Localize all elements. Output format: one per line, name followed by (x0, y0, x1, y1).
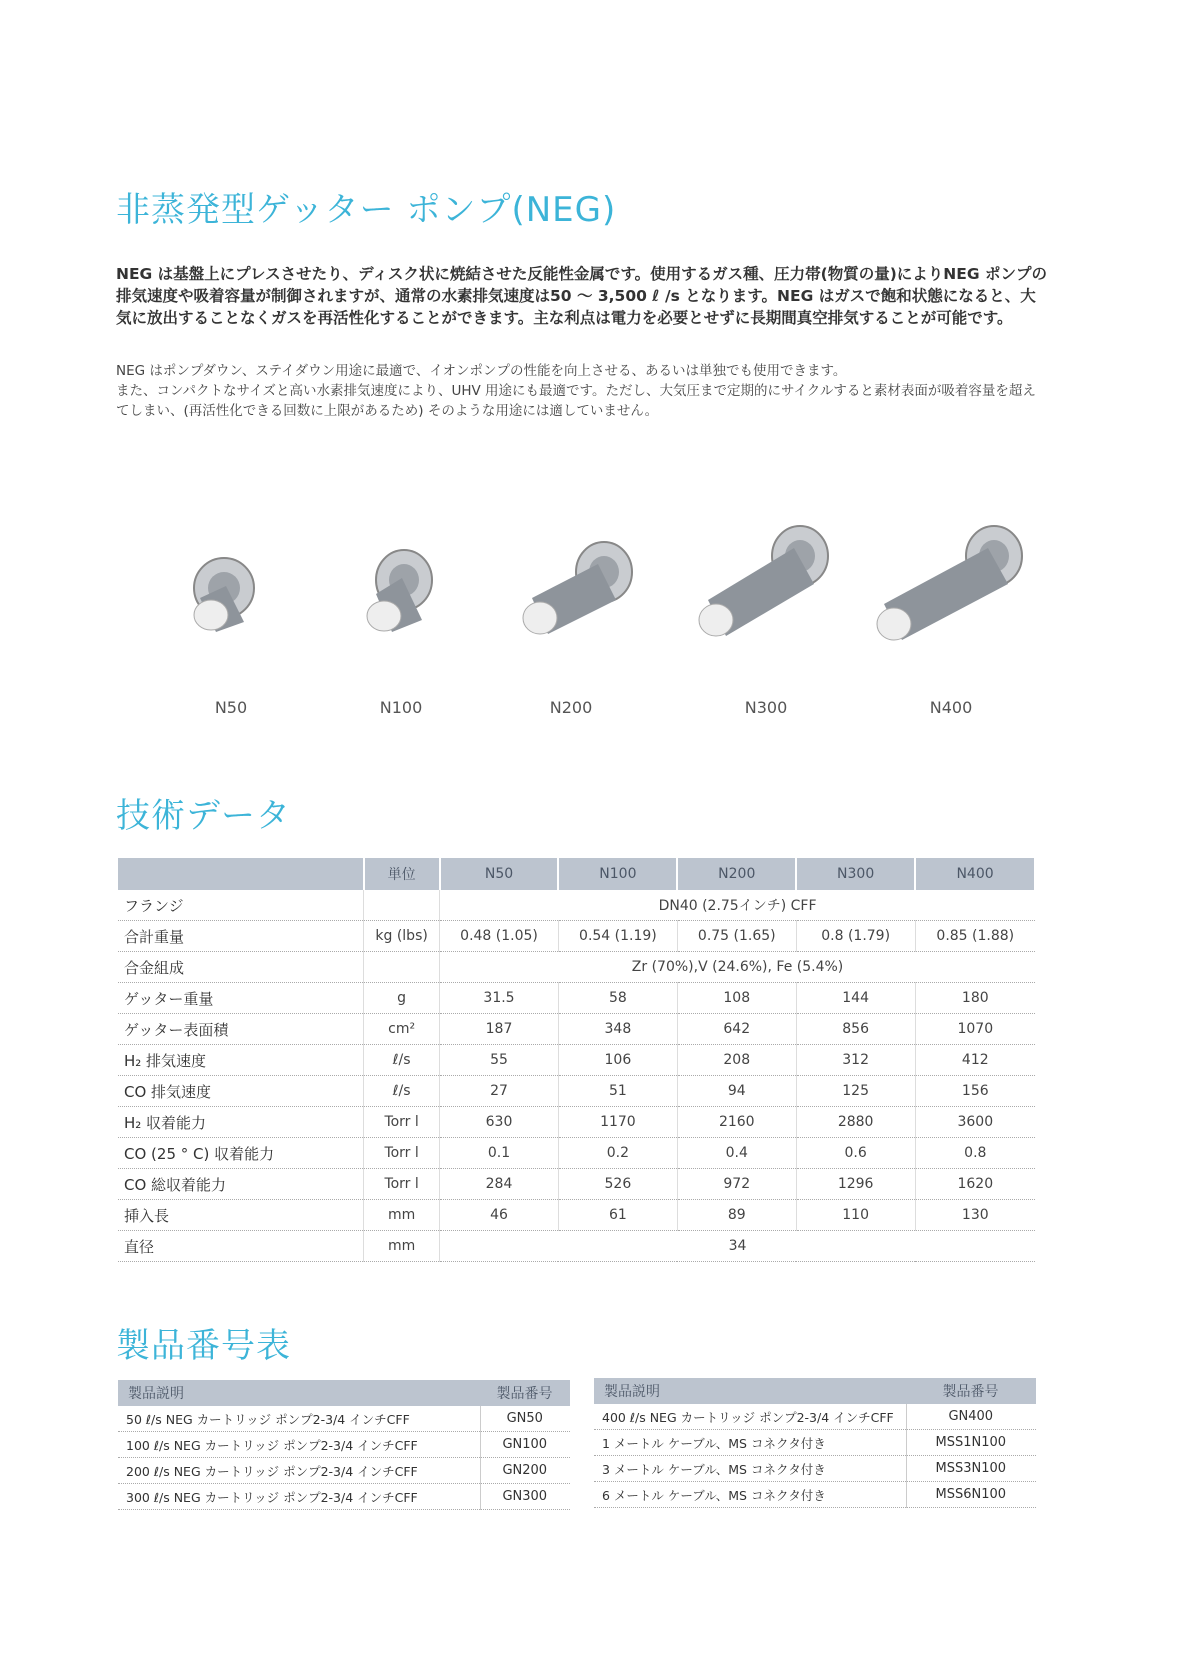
body-text (116, 361, 1048, 421)
header-cell: N400 (915, 858, 1035, 890)
value-cell: 180 (915, 983, 1035, 1014)
product-images (116, 520, 1066, 720)
table-row (594, 1404, 1036, 1430)
table-row (594, 1482, 1036, 1508)
pn-header-row (118, 1380, 570, 1406)
table-row (118, 1169, 1035, 1200)
table-row (118, 1014, 1035, 1045)
neg-pump-image (856, 520, 1046, 680)
value-cell: 61 (558, 1200, 677, 1231)
desc-cell: 6 メートル ケーブル、MS コネクタ付き (594, 1482, 906, 1508)
table-row (118, 952, 1035, 983)
tech-data-table (118, 858, 1036, 1262)
desc-cell: 100 ℓ/s NEG カートリッジ ポンプ2-3/4 インチCFF (118, 1432, 480, 1458)
num-cell: GN50 (480, 1406, 570, 1432)
header-cell: 製品説明 (118, 1380, 480, 1406)
value-cell: 187 (440, 1014, 559, 1045)
tech-data-heading: 技術データ (116, 796, 291, 836)
header-cell: 単位 (364, 858, 440, 890)
header-cell (118, 858, 364, 890)
value-cell: 3600 (915, 1107, 1035, 1138)
header-cell: N100 (558, 858, 677, 890)
value-cell: 94 (677, 1076, 796, 1107)
value-cell: 58 (558, 983, 677, 1014)
table-row (118, 890, 1035, 921)
product-label: N200 (549, 698, 593, 717)
value-cell: 89 (677, 1200, 796, 1231)
value-cell: 312 (796, 1045, 915, 1076)
row-unit: mm (364, 1231, 440, 1262)
value-cell: 526 (558, 1169, 677, 1200)
table-row (118, 1231, 1035, 1262)
value-cell: 0.8 (1.79) (796, 921, 915, 952)
part-number-table-right (594, 1378, 1036, 1508)
neg-pump-image (676, 520, 856, 680)
value-cell: 31.5 (440, 983, 559, 1014)
value-cell: 0.75 (1.65) (677, 921, 796, 952)
header-cell: 製品番号 (480, 1380, 570, 1406)
row-unit: kg (lbs) (364, 921, 440, 952)
product-label: N400 (929, 698, 973, 717)
row-name: CO (25 ° C) 収着能力 (118, 1138, 364, 1169)
value-cell: 208 (677, 1045, 796, 1076)
value-cell: 125 (796, 1076, 915, 1107)
part-number-table-left (118, 1380, 570, 1510)
value-cell: 130 (915, 1200, 1035, 1231)
row-name: H₂ 収着能力 (118, 1107, 364, 1138)
desc-cell: 200 ℓ/s NEG カートリッジ ポンプ2-3/4 インチCFF (118, 1458, 480, 1484)
value-cell: 972 (677, 1169, 796, 1200)
value-cell: 55 (440, 1045, 559, 1076)
row-name: フランジ (118, 890, 364, 921)
value-cell: 27 (440, 1076, 559, 1107)
row-unit (364, 952, 440, 983)
row-unit: ℓ/s (364, 1076, 440, 1107)
value-cell: 0.1 (440, 1138, 559, 1169)
value-cell: 1296 (796, 1169, 915, 1200)
value-cell: 412 (915, 1045, 1035, 1076)
value-cell: 0.8 (915, 1138, 1035, 1169)
num-cell: GN100 (480, 1432, 570, 1458)
header-cell: N300 (796, 858, 915, 890)
value-cell: 348 (558, 1014, 677, 1045)
body-paragraph-1: NEG はポンプダウン、ステイダウン用途に最適で、イオンポンプの性能を向上させる、あるいは単独でも使用できます。 (116, 363, 847, 379)
table-row (594, 1430, 1036, 1456)
desc-cell: 50 ℓ/s NEG カートリッジ ポンプ2-3/4 インチCFF (118, 1406, 480, 1432)
desc-cell: 400 ℓ/s NEG カートリッジ ポンプ2-3/4 インチCFF (594, 1404, 906, 1430)
value-cell: 1170 (558, 1107, 677, 1138)
row-name: H₂ 排気速度 (118, 1045, 364, 1076)
table-row (118, 983, 1035, 1014)
table-row (118, 1076, 1035, 1107)
desc-cell: 300 ℓ/s NEG カートリッジ ポンプ2-3/4 インチCFF (118, 1484, 480, 1510)
row-span-value: 34 (440, 1231, 1035, 1262)
value-cell: 856 (796, 1014, 915, 1045)
value-cell: 156 (915, 1076, 1035, 1107)
value-cell: 284 (440, 1169, 559, 1200)
num-cell: GN400 (906, 1404, 1036, 1430)
num-cell: MSS3N100 (906, 1456, 1036, 1482)
value-cell: 106 (558, 1045, 677, 1076)
intro-paragraph: NEG は基盤上にプレスさせたり、ディスク状に焼結させた反能性金属です。使用するガス種、圧力帯(物質の量)によりNEG ポンプの排気速度や吸着容量が制御されますが、通常の水素排気速度は50 ～ 3,500 ℓ /s となります。NEG はガスで飽和状態になると、大気に放出することなくガスを再活性化することができます。主な利点は電力を必要とせずに長期間真空排気することが可能です。 (116, 265, 1047, 327)
value-cell: 144 (796, 983, 915, 1014)
row-unit: Torr l (364, 1138, 440, 1169)
row-unit: Torr l (364, 1169, 440, 1200)
tech-header-row (118, 858, 1035, 890)
value-cell: 2160 (677, 1107, 796, 1138)
row-span-value: DN40 (2.75インチ) CFF (440, 890, 1035, 921)
num-cell: MSS1N100 (906, 1430, 1036, 1456)
value-cell: 0.4 (677, 1138, 796, 1169)
product-label: N50 (214, 698, 248, 717)
neg-pump-image (156, 520, 306, 680)
table-row (118, 1458, 570, 1484)
table-row (118, 1138, 1035, 1169)
table-row (118, 1406, 570, 1432)
num-cell: GN200 (480, 1458, 570, 1484)
product-n50 (156, 520, 306, 717)
header-cell: 製品番号 (906, 1378, 1036, 1404)
neg-pump-image (326, 520, 476, 680)
table-row (118, 1200, 1035, 1231)
desc-cell: 1 メートル ケーブル、MS コネクタ付き (594, 1430, 906, 1456)
table-row (118, 1432, 570, 1458)
row-name: 合計重量 (118, 921, 364, 952)
row-name: ゲッター重量 (118, 983, 364, 1014)
product-n300 (676, 520, 856, 717)
value-cell: 110 (796, 1200, 915, 1231)
row-name: 挿入長 (118, 1200, 364, 1231)
value-cell: 46 (440, 1200, 559, 1231)
value-cell: 0.48 (1.05) (440, 921, 559, 952)
product-label: N300 (744, 698, 788, 717)
row-name: CO 排気速度 (118, 1076, 364, 1107)
row-name: ゲッター表面積 (118, 1014, 364, 1045)
row-unit: cm² (364, 1014, 440, 1045)
value-cell: 51 (558, 1076, 677, 1107)
table-row (118, 1045, 1035, 1076)
row-name: 合金組成 (118, 952, 364, 983)
product-n100 (326, 520, 476, 717)
header-cell: 製品説明 (594, 1378, 906, 1404)
value-cell: 642 (677, 1014, 796, 1045)
header-cell: N200 (677, 858, 796, 890)
row-span-value: Zr (70%),V (24.6%), Fe (5.4%) (440, 952, 1035, 983)
num-cell: GN300 (480, 1484, 570, 1510)
num-cell: MSS6N100 (906, 1482, 1036, 1508)
page-title: 非蒸発型ゲッター ポンプ(NEG) (116, 190, 617, 230)
body-paragraph-2: また、コンパクトなサイズと高い水素排気速度により、UHV 用途にも最適です。ただし、大気圧まで定期的にサイクルすると素材表面が吸着容量を超えてしまい、(再活性化できる回数に上限があるため) そのような用途には適していません。 (116, 383, 1036, 419)
table-row (118, 1107, 1035, 1138)
table-row (118, 1484, 570, 1510)
neg-pump-image (496, 520, 666, 680)
value-cell: 108 (677, 983, 796, 1014)
header-cell: N50 (440, 858, 559, 890)
row-unit: ℓ/s (364, 1045, 440, 1076)
product-n200 (496, 520, 646, 717)
row-name: 直径 (118, 1231, 364, 1262)
value-cell: 1070 (915, 1014, 1035, 1045)
row-unit: Torr l (364, 1107, 440, 1138)
product-n400 (856, 520, 1046, 717)
pn-header-row (594, 1378, 1036, 1404)
value-cell: 0.2 (558, 1138, 677, 1169)
part-number-heading: 製品番号表 (116, 1326, 291, 1366)
row-unit: g (364, 983, 440, 1014)
value-cell: 0.54 (1.19) (558, 921, 677, 952)
value-cell: 630 (440, 1107, 559, 1138)
row-unit: mm (364, 1200, 440, 1231)
value-cell: 1620 (915, 1169, 1035, 1200)
value-cell: 0.85 (1.88) (915, 921, 1035, 952)
value-cell: 0.6 (796, 1138, 915, 1169)
table-row (594, 1456, 1036, 1482)
value-cell: 2880 (796, 1107, 915, 1138)
row-unit (364, 890, 440, 921)
row-name: CO 総収着能力 (118, 1169, 364, 1200)
product-label: N100 (379, 698, 423, 717)
desc-cell: 3 メートル ケーブル、MS コネクタ付き (594, 1456, 906, 1482)
table-row (118, 921, 1035, 952)
